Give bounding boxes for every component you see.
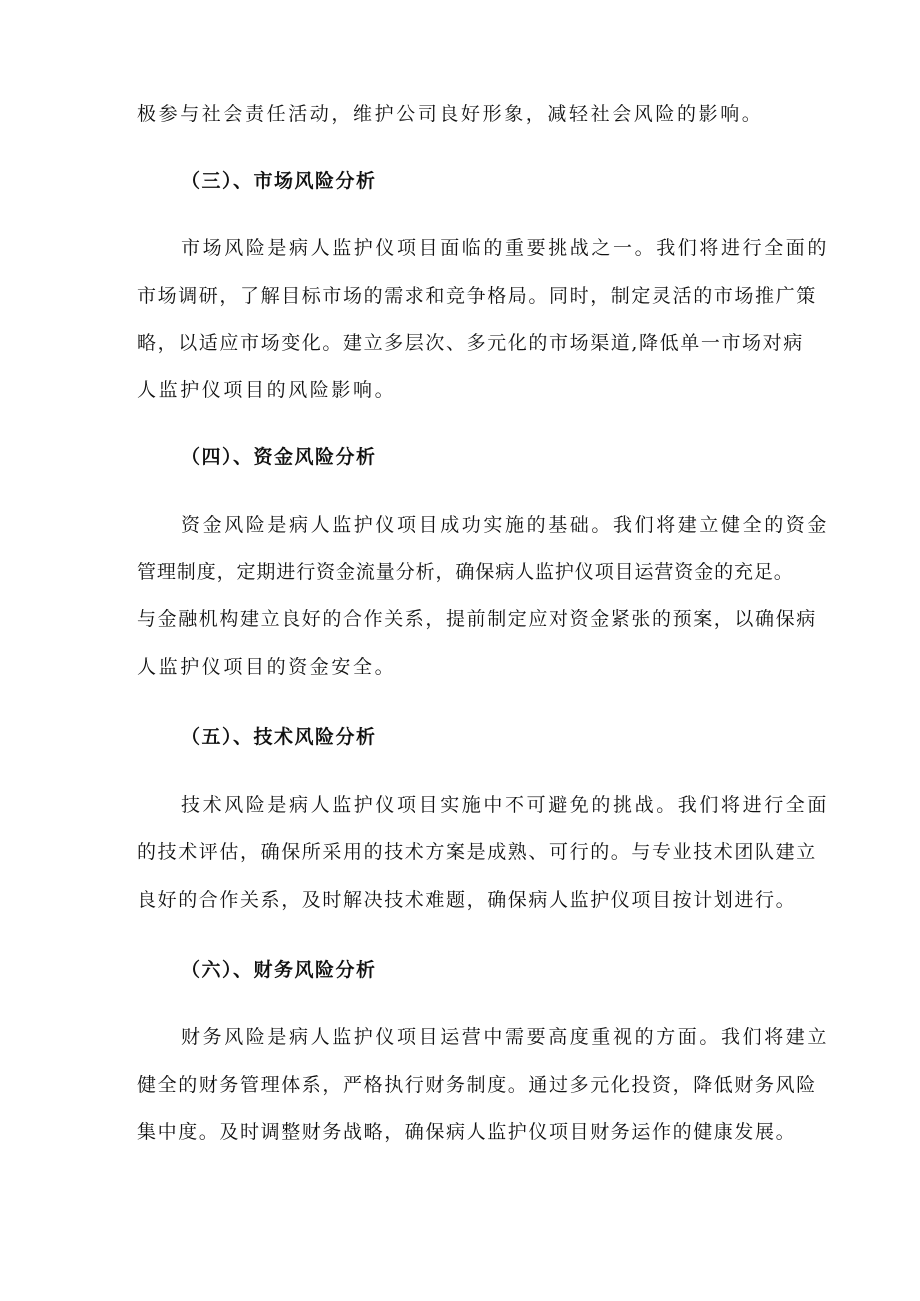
paragraph-line: 略，以适应市场变化。建立多层次、多元化的市场渠道,降低单一市场对病 bbox=[137, 332, 804, 354]
paragraph-line: 人监护仪项目的风险影响。 bbox=[137, 379, 397, 401]
paragraph-line: 人监护仪项目的资金安全。 bbox=[137, 656, 397, 678]
paragraph-line: 健全的财务管理体系，严格执行财务制度。通过多元化投资，降低财务风险 bbox=[137, 1074, 817, 1096]
section-heading-technical-risk: （五）、技术风险分析 bbox=[181, 726, 377, 748]
paragraph-line: 良好的合作关系，及时解决技术难题，确保病人监护仪项目按计划进行。 bbox=[137, 889, 797, 911]
paragraph-line: 市场调研，了解目标市场的需求和竞争格局。同时，制定灵活的市场推广策 bbox=[137, 285, 817, 307]
paragraph-line: 管理制度，定期进行资金流量分析，确保病人监护仪项目运营资金的充足。 bbox=[137, 561, 794, 583]
paragraph-line: 技术风险是病人监护仪项目实施中不可避免的挑战。我们将进行全面 bbox=[181, 794, 830, 816]
paragraph-line: 市场风险是病人监护仪项目面临的重要挑战之一。我们将进行全面的 bbox=[181, 237, 830, 259]
section-heading-funding-risk: （四）、资金风险分析 bbox=[181, 446, 377, 468]
section-heading-market-risk: （三）、市场风险分析 bbox=[181, 170, 377, 192]
intro-line: 极参与社会责任活动，维护公司良好形象，减轻社会风险的影响。 bbox=[137, 103, 764, 125]
paragraph-line: 资金风险是病人监护仪项目成功实施的基础。我们将建立健全的资金 bbox=[181, 514, 830, 536]
section-heading-financial-risk: （六）、财务风险分析 bbox=[181, 959, 377, 981]
paragraph-line: 的技术评估，确保所采用的技术方案是成熟、可行的。与专业技术团队建立 bbox=[137, 841, 817, 863]
paragraph-line: 集中度。及时调整财务战略，确保病人监护仪项目财务运作的健康发展。 bbox=[137, 1121, 797, 1143]
paragraph-line: 与金融机构建立良好的合作关系，提前制定应对资金紧张的预案，以确保病 bbox=[137, 608, 817, 630]
paragraph-line: 财务风险是病人监护仪项目运营中需要高度重视的方面。我们将建立 bbox=[181, 1026, 830, 1048]
